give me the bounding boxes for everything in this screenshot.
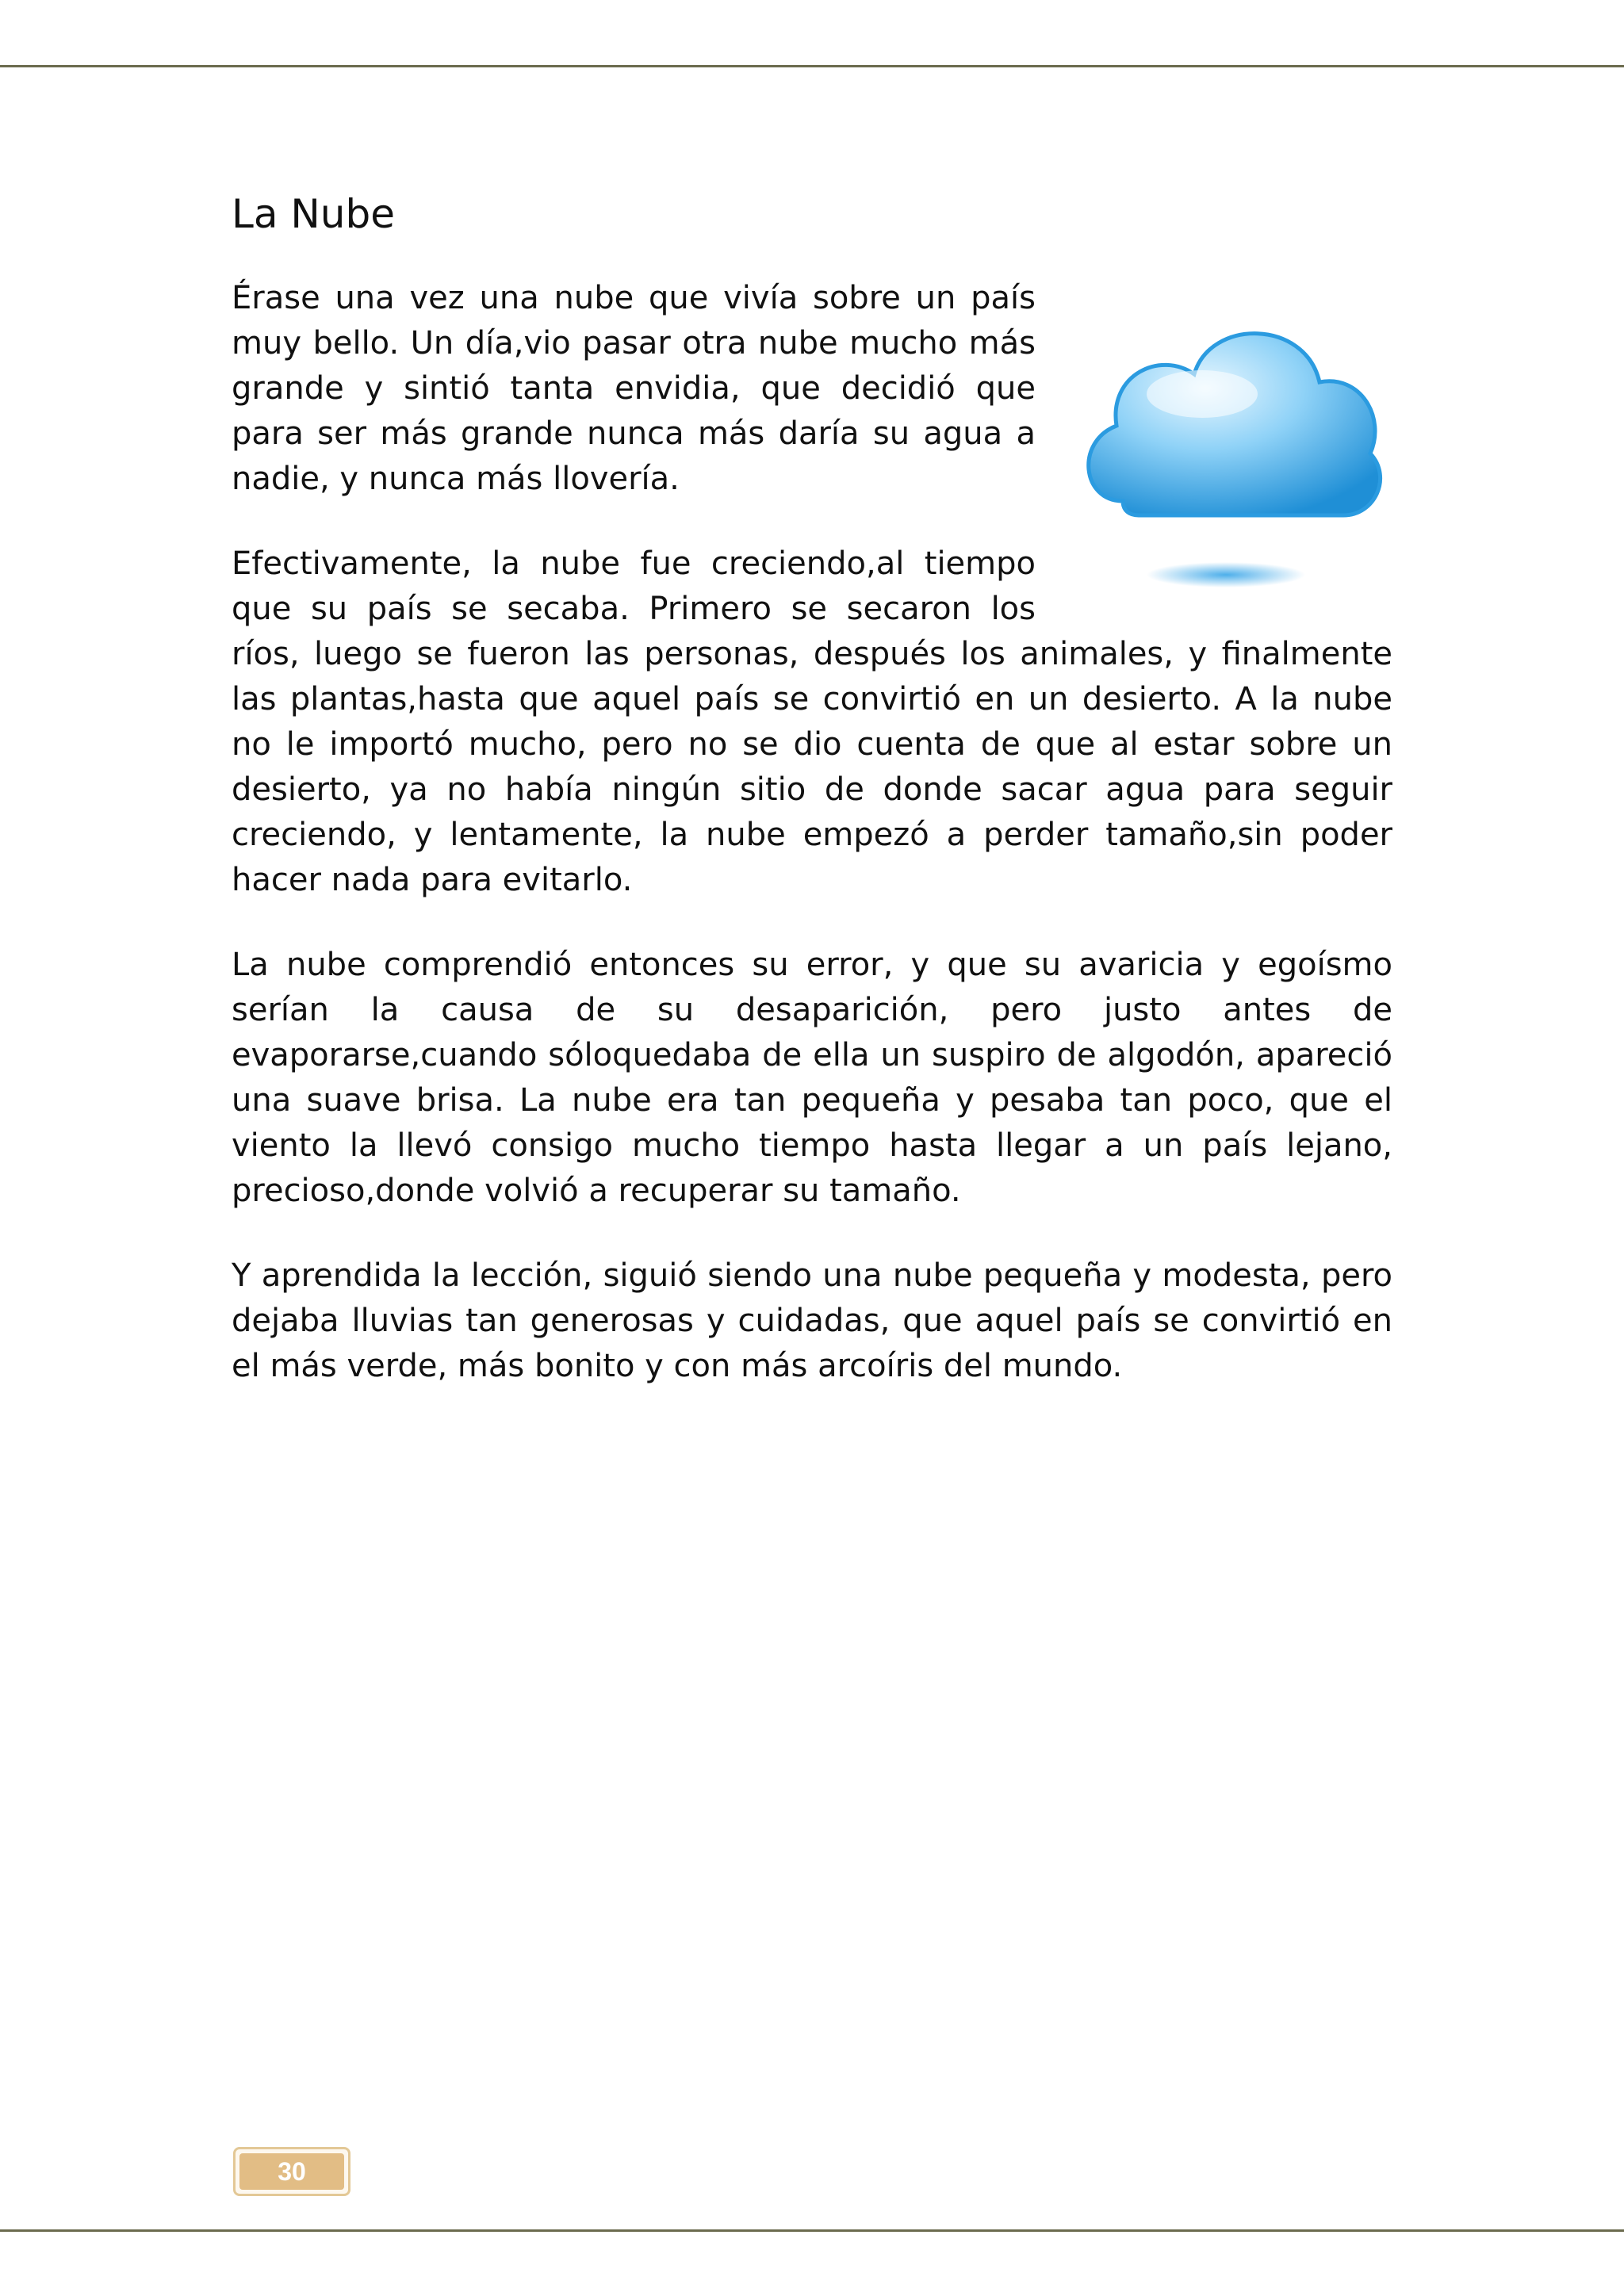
paragraph-3: La nube comprendió entonces su error, y que su avaricia y egoísmo serían la causa de su desaparición, pero justo antes de evaporarse,cuando sóloquedaba de ella un suspiro de algodón, apareció una suave brisa. La nube era tan pequeña y pesaba tan poco, que el viento la llevó consigo mucho tiempo hasta llegar a un país lejano, precioso,donde volvió a recuperar su tamaño. — [232, 947, 1392, 1209]
page-number: 30 — [239, 2153, 344, 2190]
page-number-badge — [233, 2147, 350, 2196]
cloud-icon — [1067, 263, 1392, 612]
story-title: La Nube — [232, 191, 395, 237]
top-rule — [0, 65, 1624, 67]
story — [232, 190, 1392, 1429]
cloud-illustration — [1067, 263, 1392, 612]
bottom-rule — [0, 2229, 1624, 2232]
paragraph-4: Y aprendida la lección, siguió siendo una nube pequeña y modesta, pero dejaba lluvias tan generosas y cuidadas, que aquel país se convirtió en el más verde, más bonito y con más arcoíris del mundo. — [232, 1257, 1392, 1384]
paragraph-2: Efectivamente, la nube fue creciendo,al tiempo que su país se secaba. Primero se secaron los ríos, luego se fueron las personas, después los animales, y finalmente las plantas,hasta que aquel país se convirtió en un desierto. A la nube no le importó mucho, pero no se dio cuenta de que al estar sobre un desierto, ya no había ningún sitio de donde sacar agua para seguir creciendo, y lentamente, la nube empezó a perder tamaño,sin poder hacer nada para evitarlo. — [232, 545, 1392, 898]
paragraph-1: Érase una vez una nube que vivía sobre un país muy bello. Un día,vio pasar otra nube mucho más grande y sintió tanta envidia, que decidió que para ser más grande nunca más daría su agua a nadie, y nunca más llovería. — [232, 280, 1036, 497]
